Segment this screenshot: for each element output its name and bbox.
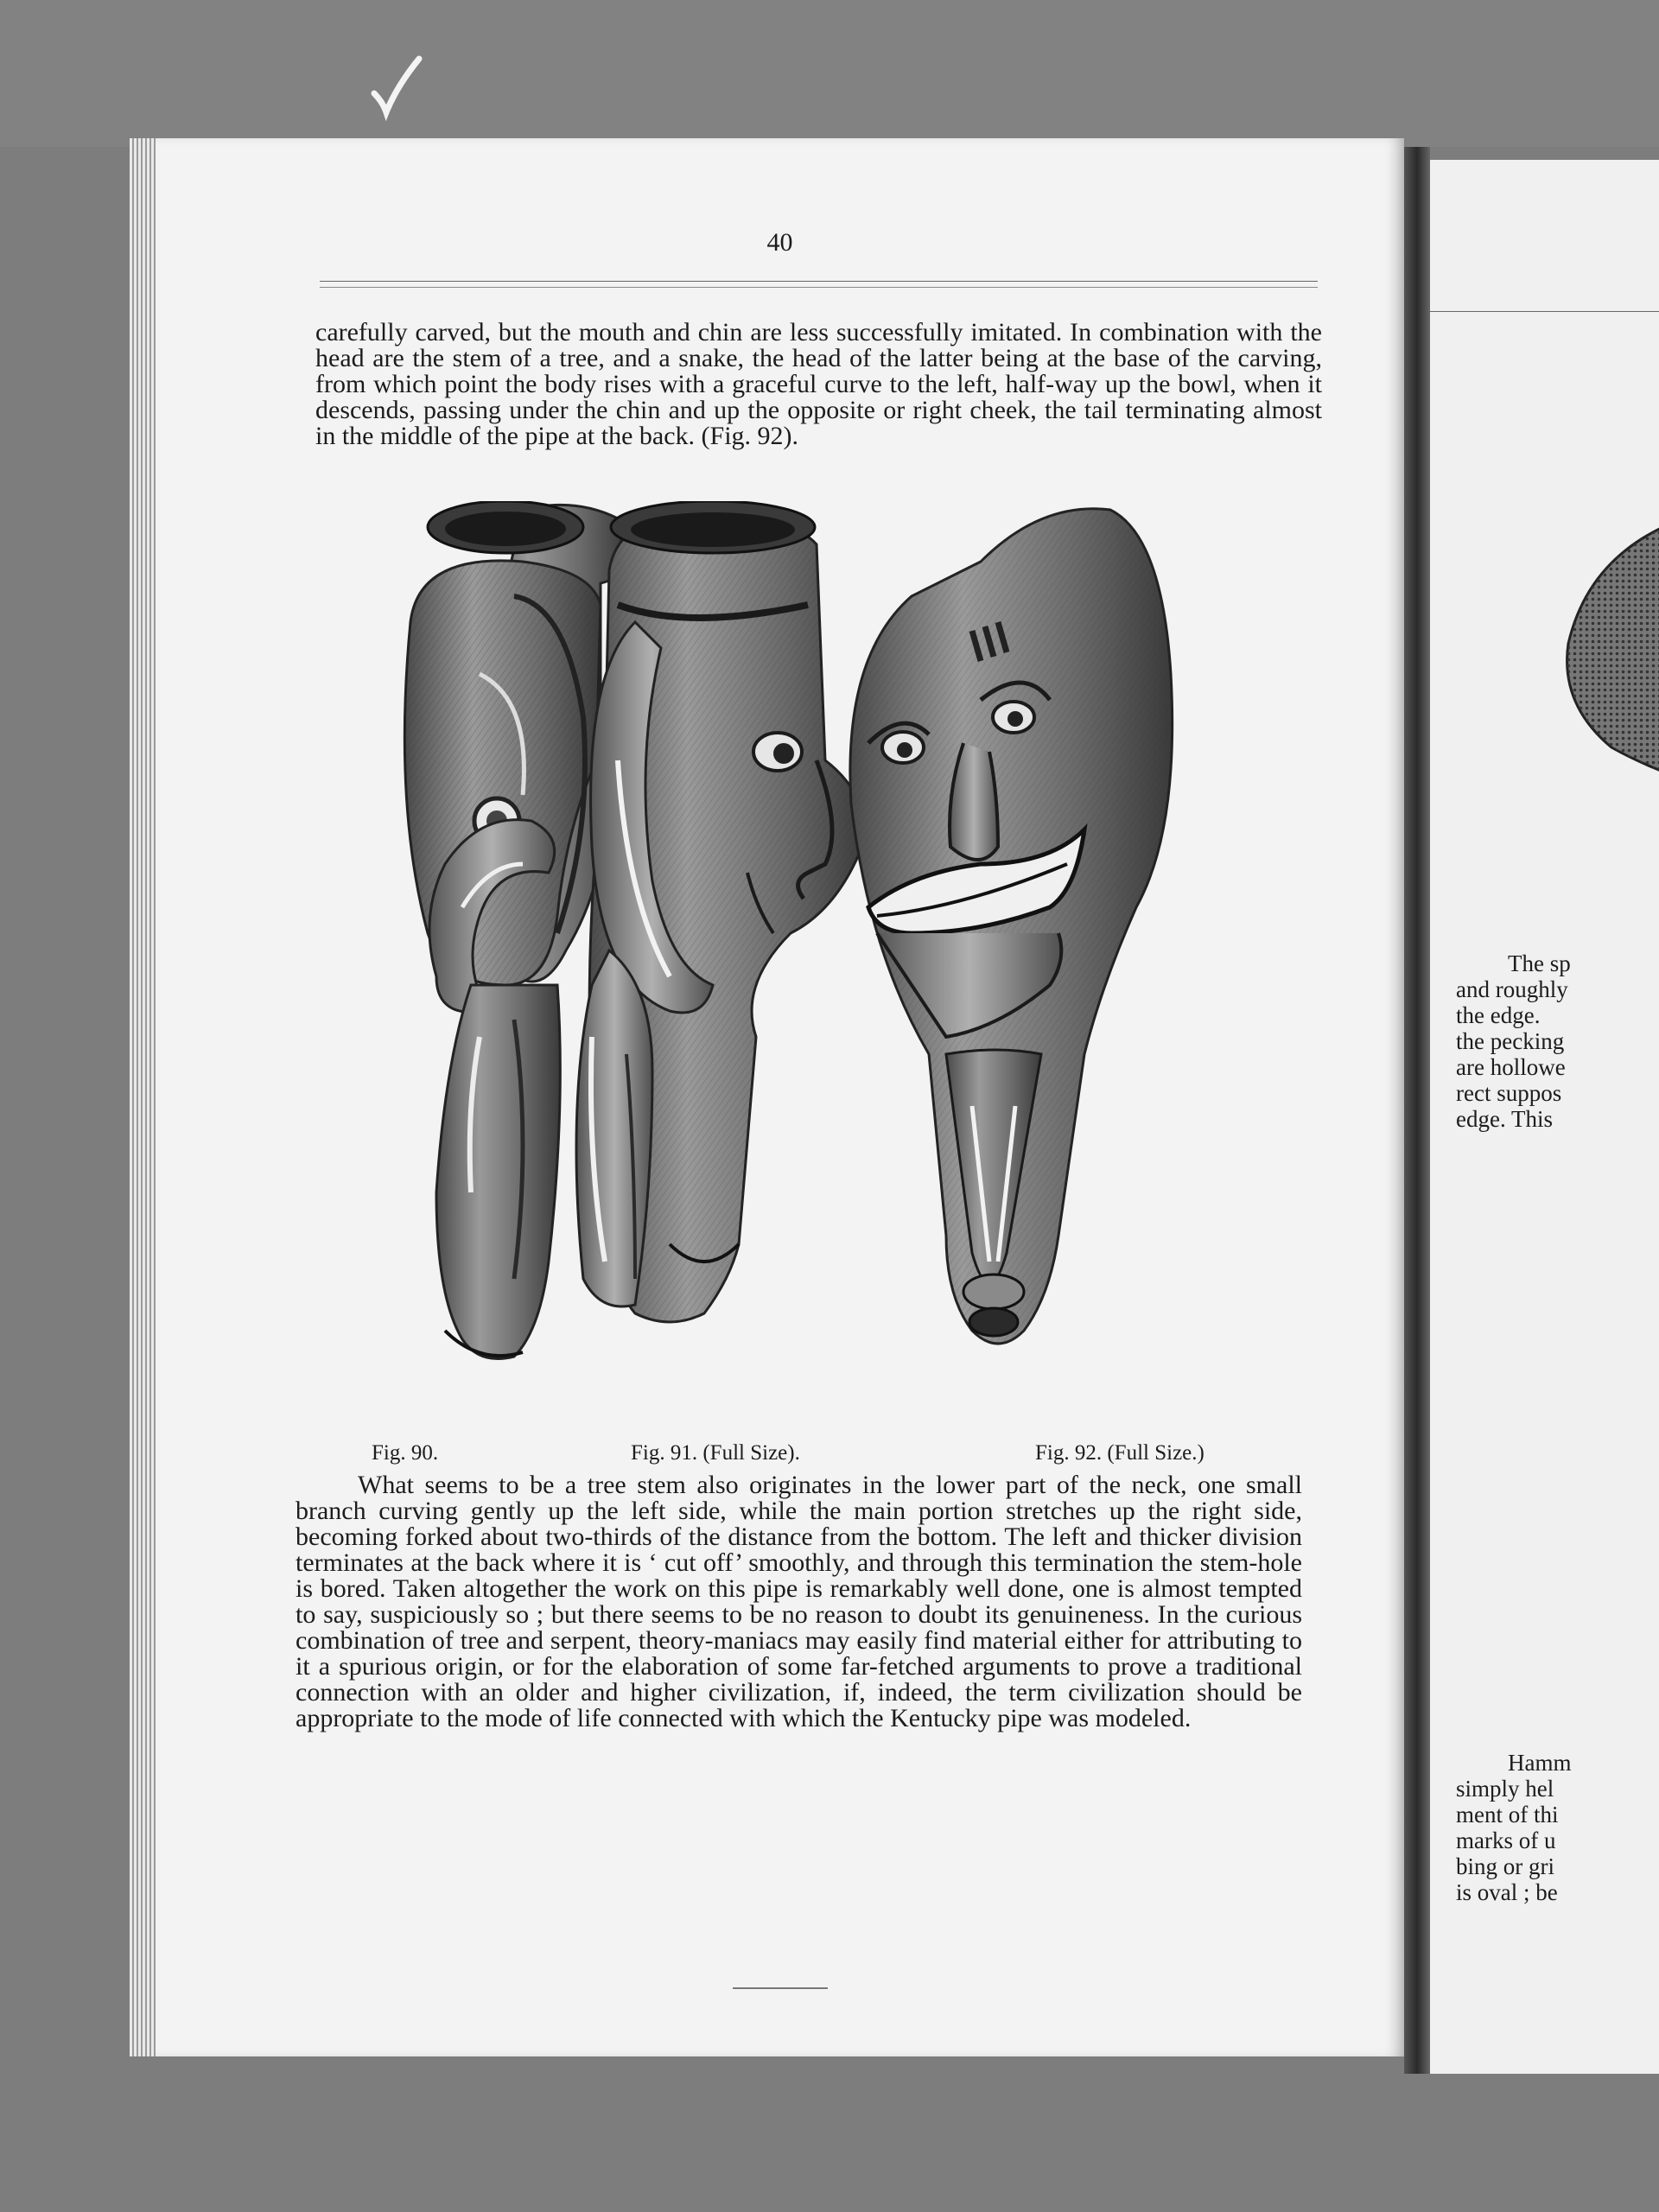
right-page-line: rect suppos	[1456, 1080, 1562, 1106]
right-page-text-block-2	[1456, 1750, 1659, 1905]
right-page-line: the edge.	[1456, 1002, 1541, 1028]
paragraph-top: carefully carved, but the mouth and chin are less successfully imitated. In combination with the head are the stem of a tree, and a snake, the head of the latter being at the base of the carving, from which point the body rises with a graceful curve to the left, half-way up the bowl, when it descends, passing under the chin and up the opposite or right cheek, the tail terminating almost in the middle of the pipe at the back. (Fig. 92).	[315, 318, 1322, 450]
right-page-line: ment of thi	[1456, 1802, 1559, 1827]
right-page-line: bing or gri	[1456, 1853, 1554, 1879]
right-page-line: marks of u	[1456, 1827, 1556, 1853]
scan-background	[0, 0, 1659, 147]
pipe-illustrations	[307, 501, 1326, 1452]
right-page	[1430, 160, 1659, 2074]
pencil-tick-mark	[367, 52, 428, 121]
fig-92-pipe	[850, 509, 1173, 1344]
left-page	[156, 138, 1404, 2056]
right-page-line: edge. This	[1456, 1106, 1553, 1132]
right-page-stone-figure	[1560, 505, 1659, 799]
caption-fig-92: Fig. 92. (Full Size.)	[1035, 1441, 1205, 1465]
right-page-line: the pecking	[1456, 1028, 1565, 1054]
right-page-line: The sp	[1508, 950, 1571, 976]
right-page-line: Hamm	[1508, 1750, 1572, 1776]
right-page-header-rule	[1430, 311, 1659, 312]
caption-fig-91: Fig. 91. (Full Size).	[631, 1441, 800, 1465]
right-page-line: is oval ; be	[1456, 1879, 1558, 1905]
header-rule	[320, 281, 1318, 288]
caption-fig-90: Fig. 90.	[372, 1441, 439, 1465]
right-page-line: are hollowe	[1456, 1054, 1566, 1080]
right-page-line: simply hel	[1456, 1776, 1554, 1802]
paragraph-bottom: What seems to be a tree stem also originates in the lower part of the neck, one small branch curving gently up the left side, while the main portion stretches up the right side, becoming forked about two-thirds of the distance from the bottom. The left and thicker division terminates at the back where it is ‘ cut off’ smoothly, and through this termination the stem-hole is bored. Taken altogether the work on this pipe is remarkably well done, one is almost tempted to say, suspiciously so ; but there seems to be no reason to doubt its genuineness. In the curious combination of tree and serpent, theory-maniacs may easily find material either for attributing to it a spurious origin, or for the elaboration of some far-fetched arguments to prove a traditional connection with an older and higher civilization, if, indeed, the term civilization should be appropriate to the mode of life connected with which the Kentucky pipe was modeled.	[296, 1471, 1302, 1732]
page-number: 40	[766, 228, 793, 257]
right-page-line: and roughly	[1456, 976, 1568, 1002]
right-page-text-block-1	[1456, 950, 1659, 1132]
end-rule	[733, 1987, 828, 1989]
fig-91-pipe	[576, 501, 868, 1322]
book-gutter	[1404, 147, 1430, 2074]
